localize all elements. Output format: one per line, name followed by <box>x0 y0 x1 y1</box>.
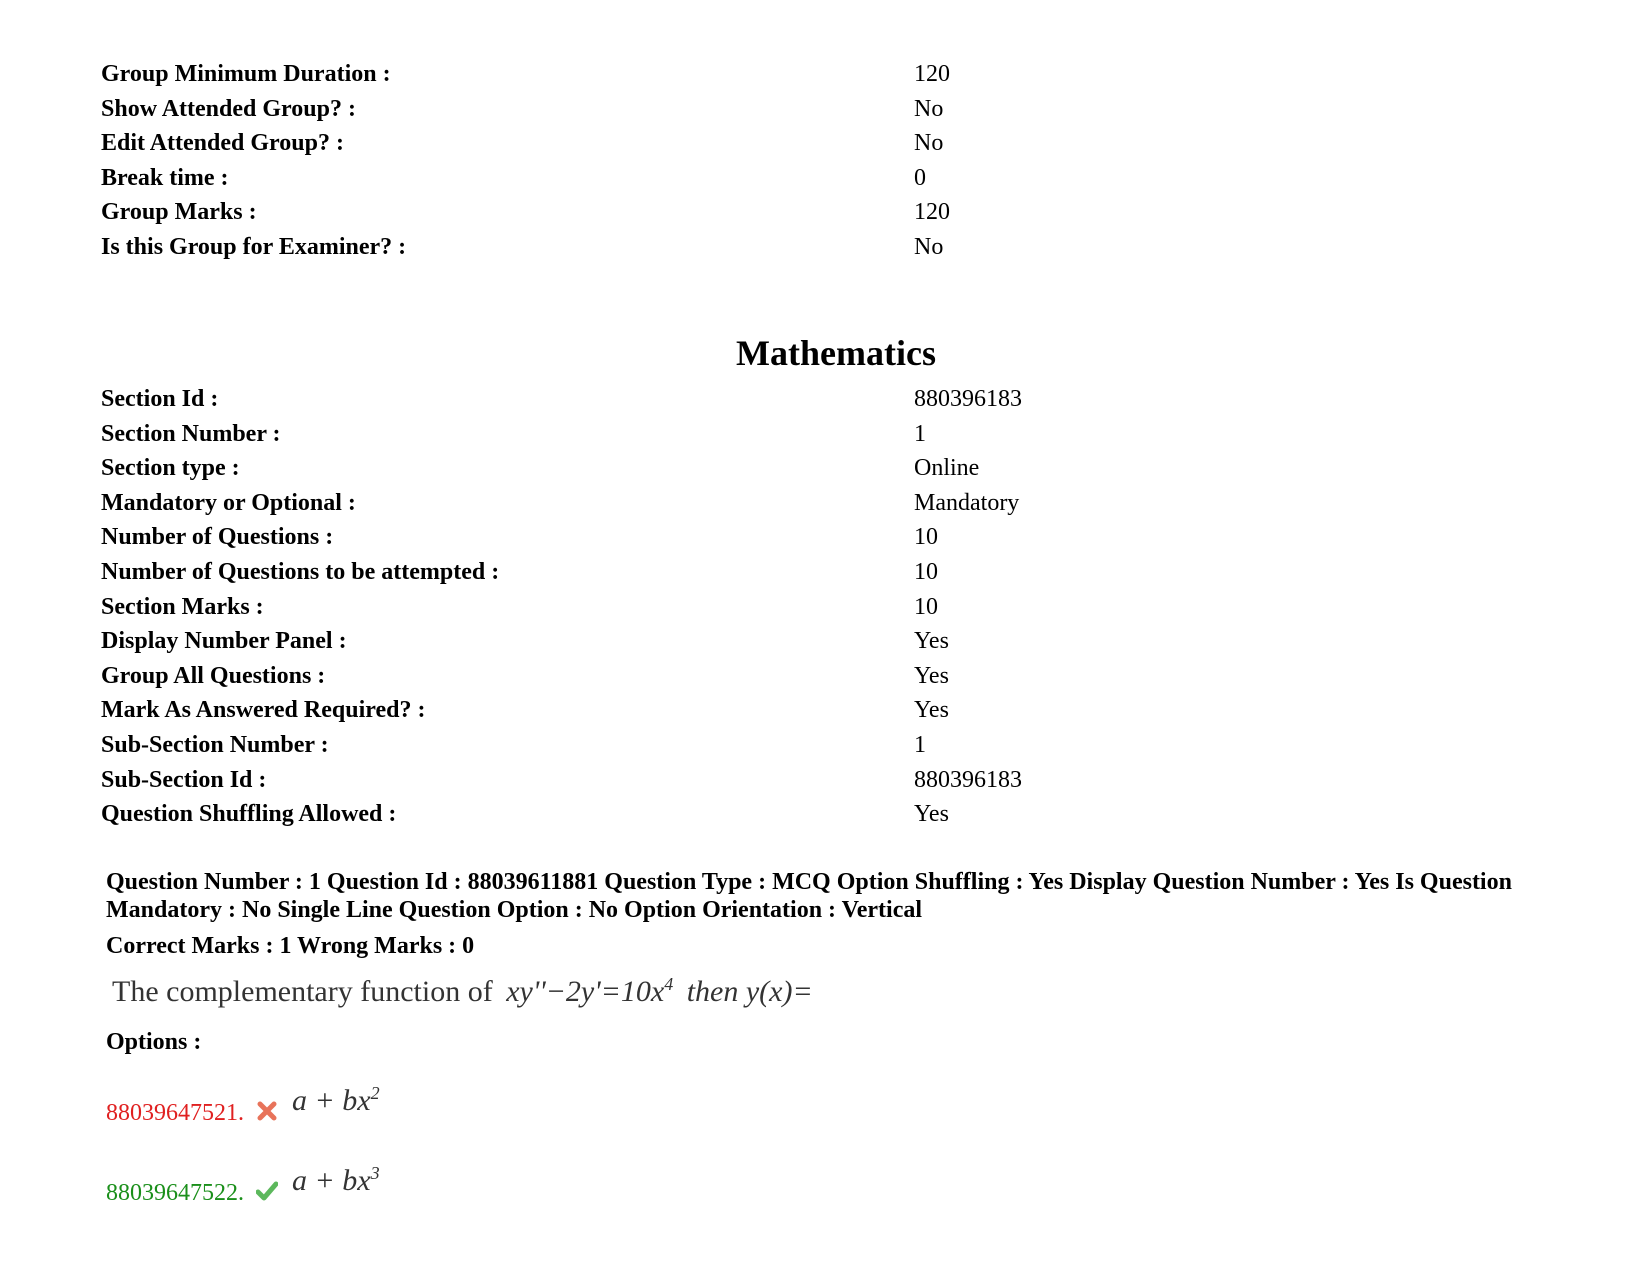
group-info-row <box>101 57 1201 92</box>
field-value: No <box>914 130 944 157</box>
section-info-table <box>101 382 1201 832</box>
field-label: Section type : <box>101 455 240 482</box>
field-value: 880396183 <box>914 766 1022 793</box>
field-label: Show Attended Group? : <box>101 95 356 122</box>
field-label: Is this Group for Examiner? : <box>101 233 407 260</box>
group-info-row <box>101 126 1201 161</box>
field-label: Section Marks : <box>101 593 264 620</box>
option-item <box>106 1076 1526 1136</box>
field-value: 10 <box>914 558 938 585</box>
section-info-row <box>101 382 1201 417</box>
field-label: Sub-Section Id : <box>101 766 267 793</box>
field-label: Group Minimum Duration : <box>101 61 391 87</box>
cross-icon <box>256 1100 278 1122</box>
field-value: 120 <box>914 199 950 226</box>
option-id: 88039647522. <box>106 1180 244 1206</box>
question-meta: Question Number : 1 Question Id : 88039611881 Question Type : MCQ Option Shuffling : Yes Display Question Number : Yes Is Question Mandatory : No Single Line Question Option : No Option Orientation : Vertical <box>106 869 1512 923</box>
field-label: Group Marks : <box>101 199 257 226</box>
option-formula <box>292 1084 380 1118</box>
section-info-row <box>101 417 1201 452</box>
question-text <box>112 972 1526 1012</box>
equation-exponent: 4 <box>664 974 674 994</box>
section-info-row <box>101 728 1201 763</box>
field-label: Mandatory or Optional : <box>101 489 356 516</box>
field-value: 1 <box>914 420 926 447</box>
formula-exponent: 2 <box>370 1083 380 1103</box>
field-value: Online <box>914 455 980 482</box>
group-info-row <box>101 92 1201 127</box>
field-value: Yes <box>914 662 949 689</box>
section-info-row <box>101 555 1201 590</box>
question-marks: Correct Marks : 1 Wrong Marks : 0 <box>106 933 475 959</box>
field-label: Number of Questions to be attempted : <box>101 558 500 585</box>
section-info-row <box>101 486 1201 521</box>
formula-base: a + bx <box>292 1084 371 1117</box>
option-id: 88039647521. <box>106 1100 244 1126</box>
equation-main: xy''−2y'=10x <box>506 975 665 1008</box>
field-value: 880396183 <box>914 386 1022 412</box>
question-equation-suffix: then y(x)= <box>686 975 813 1008</box>
group-info-row <box>101 195 1201 230</box>
field-value: 10 <box>914 593 938 620</box>
section-title: Mathematics <box>736 333 936 373</box>
field-label: Group All Questions : <box>101 662 326 689</box>
field-value: Yes <box>914 628 949 655</box>
field-label: Edit Attended Group? : <box>101 130 344 157</box>
section-info-row <box>101 520 1201 555</box>
field-value: 10 <box>914 524 938 551</box>
check-icon <box>256 1180 278 1202</box>
field-value: 0 <box>914 164 926 191</box>
option-formula <box>292 1164 380 1198</box>
formula-base: a + bx <box>292 1164 371 1197</box>
field-value: Yes <box>914 697 949 724</box>
field-label: Sub-Section Number : <box>101 731 329 758</box>
section-info-row <box>101 797 1201 832</box>
section-info-row <box>101 451 1201 486</box>
field-label: Mark As Answered Required? : <box>101 697 426 724</box>
option-item <box>106 1156 1526 1216</box>
question-text-prefix: The complementary function of <box>112 975 493 1008</box>
field-value: No <box>914 95 944 122</box>
field-label: Break time : <box>101 164 229 191</box>
section-info-row <box>101 659 1201 694</box>
section-info-row <box>101 763 1201 798</box>
field-value: No <box>914 233 944 260</box>
field-label: Question Shuffling Allowed : <box>101 801 397 828</box>
field-label: Section Number : <box>101 420 281 447</box>
group-info-table <box>101 57 1201 265</box>
field-value: 120 <box>914 61 950 87</box>
field-label: Number of Questions : <box>101 524 334 551</box>
options-label: Options : <box>106 1029 202 1055</box>
question-block <box>106 868 1526 1216</box>
group-info-row <box>101 230 1201 265</box>
section-info-row <box>101 693 1201 728</box>
field-value: Yes <box>914 801 949 828</box>
field-label: Display Number Panel : <box>101 628 347 655</box>
section-info-row <box>101 624 1201 659</box>
question-equation <box>506 975 673 1008</box>
section-info-row <box>101 590 1201 625</box>
field-value: 1 <box>914 731 926 758</box>
field-label: Section Id : <box>101 386 219 412</box>
field-value: Mandatory <box>914 489 1020 516</box>
group-info-row <box>101 161 1201 196</box>
formula-exponent: 3 <box>370 1163 380 1183</box>
